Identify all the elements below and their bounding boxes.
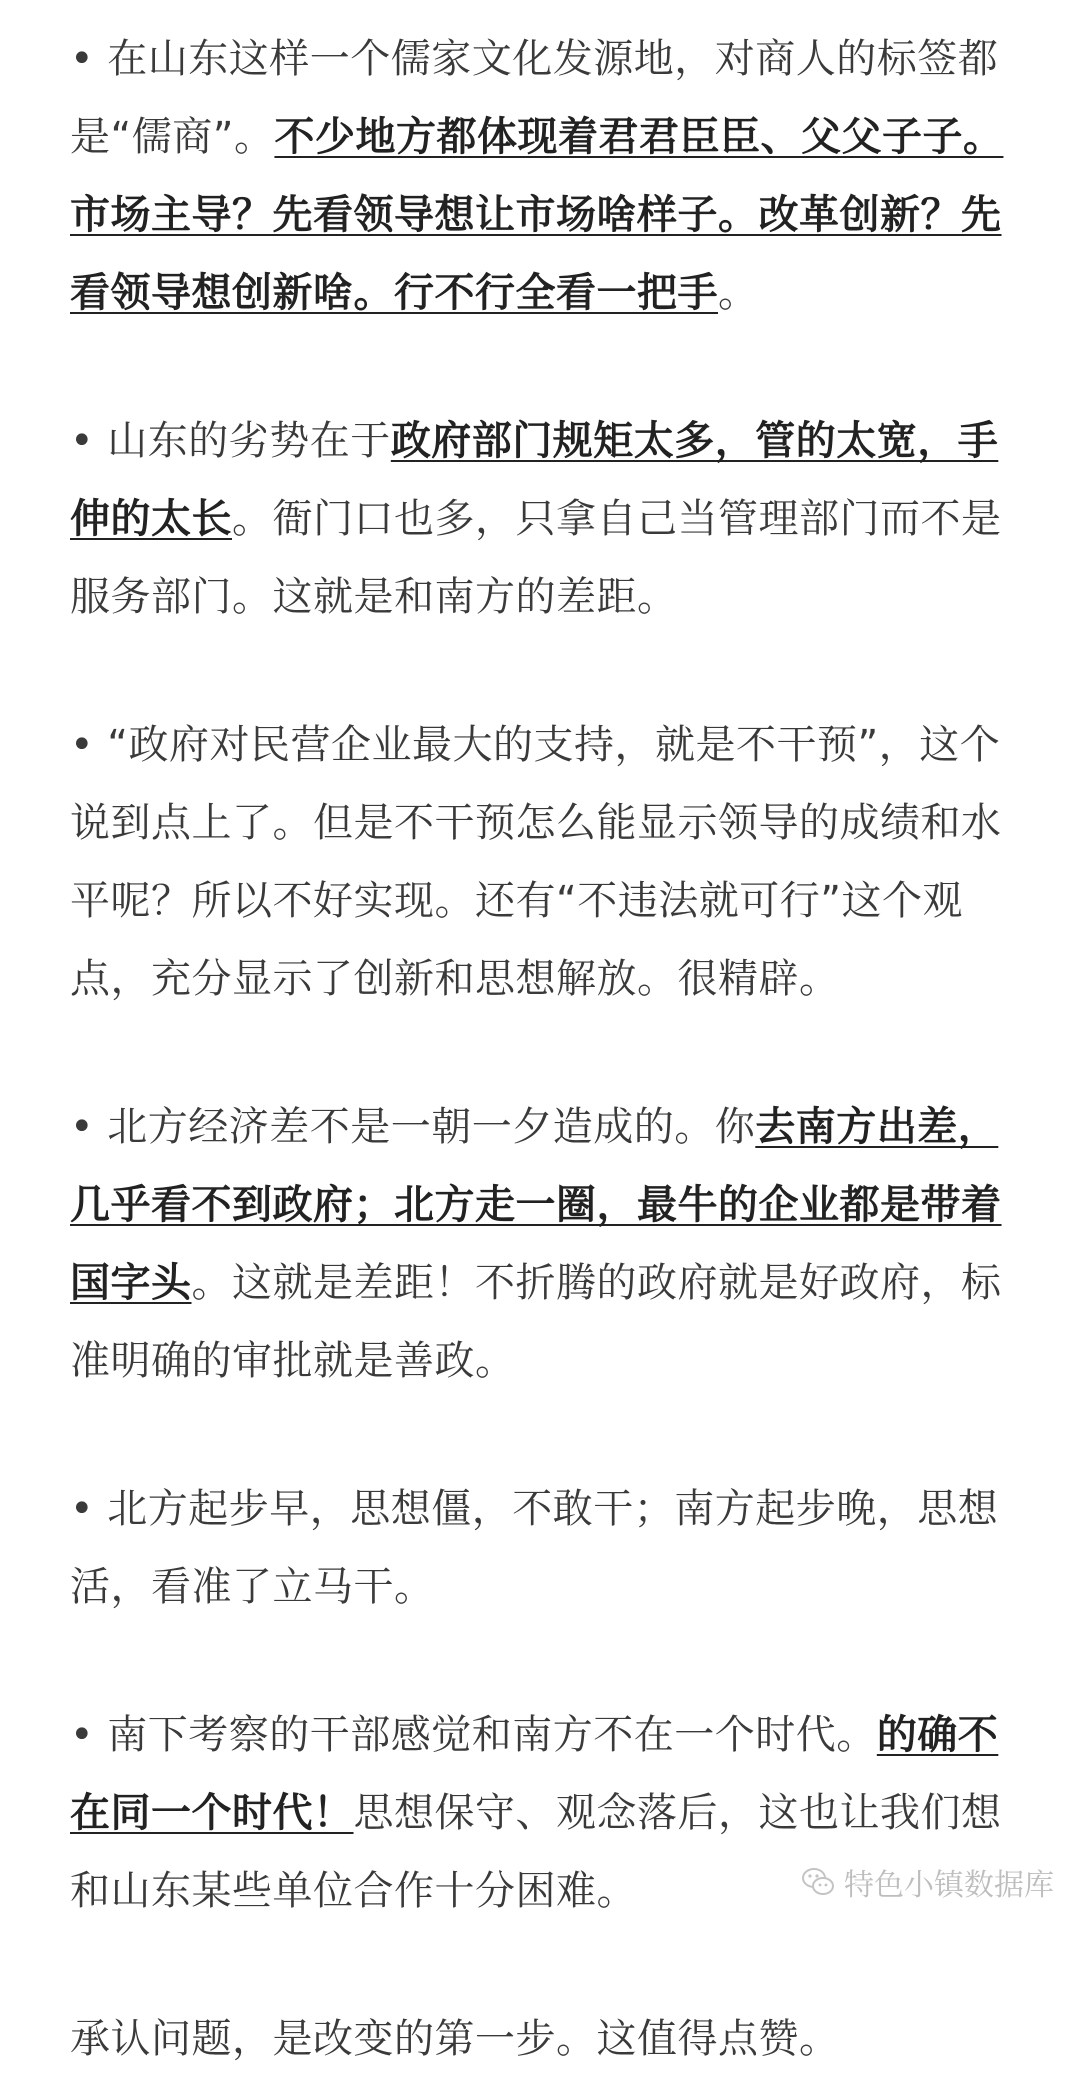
highlighted-text: 不少地方都体现着君君臣臣、父父子子。市场主导？先看领导想让市场啥样子。改革创新？先看领导想创新啥。行不行全看一把手 [70, 114, 1004, 316]
text-segment: 。 [718, 270, 759, 316]
paragraph-2 [70, 402, 1010, 636]
text-segment: • “政府对民营企业最大的支持，就是不干预”，这个说到点上了。但是不干预怎么能显示领导的成绩和水平呢？所以不好实现。还有“不违法就可行”这个观点，充分显示了创新和思想解放。很精辟。 [70, 722, 1002, 1002]
text-segment: 。这就是差距！不折腾的政府就是好政府，标准明确的审批就是善政。 [70, 1260, 1002, 1384]
text-segment: • 在山东这样一个儒家文化发源地，对商人的标签都是“儒商”。 [70, 36, 999, 160]
text-segment: 承认问题，是改变的第一步。这值得点赞。 [70, 2016, 840, 2062]
text-segment: • 山东的劣势在于 [70, 418, 391, 464]
text-segment: 。衙门口也多，只拿自己当管理部门而不是服务部门。这就是和南方的差距。 [70, 496, 1002, 620]
text-segment: • 南下考察的干部感觉和南方不在一个时代。 [70, 1712, 877, 1758]
highlighted-text: 政府部门规矩太多，管的太宽，手伸的太长 [70, 418, 999, 542]
text-segment: • 北方经济差不是一朝一夕造成的。你 [70, 1104, 756, 1150]
paragraph-5 [70, 1470, 1010, 1626]
watermark-text: 特色小镇数据库 [844, 1868, 1054, 1903]
paragraph-4 [70, 1088, 1010, 1400]
text-segment: 思想保守、观念落后，这也让我们想和山东某些单位合作十分困难。 [70, 1790, 1002, 1914]
watermark [800, 1860, 1054, 1904]
paragraph-3 [70, 706, 1010, 1018]
text-segment: • 北方起步早，思想僵，不敢干；南方起步晚，思想活，看准了立马干。 [70, 1486, 999, 1610]
paragraph-conclusion [70, 2000, 1010, 2078]
highlighted-text: 去南方出差，几乎看不到政府；北方走一圈，最牛的企业都是带着国字头 [70, 1104, 1002, 1306]
wechat-icon [800, 1864, 836, 1900]
highlighted-text: 的确不在同一个时代！ [70, 1712, 999, 1836]
article-body [70, 20, 1010, 2078]
paragraph-1 [70, 20, 1010, 332]
